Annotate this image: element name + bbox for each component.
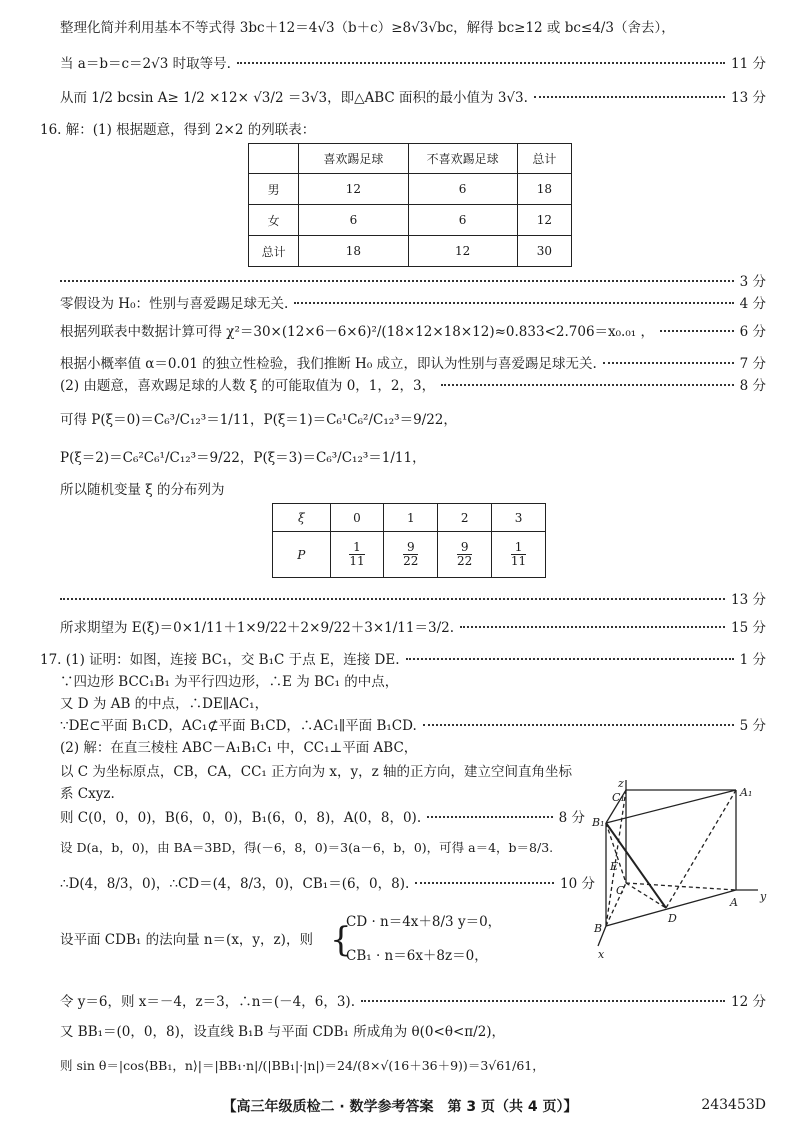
label-d: D [668, 912, 677, 925]
table-cell: 女 [249, 205, 299, 236]
score-label: 7 分 [739, 356, 766, 372]
solution-line [60, 618, 766, 638]
solution-line [60, 54, 766, 74]
label-x: x [598, 948, 605, 961]
solution-line: 整理化简并利用基本不等式得 3bc＋12＝4√3（b＋c）≥8√3√bc，解得 bc≥12 或 bc≤4/3（舍去）， [60, 20, 675, 36]
table-row [249, 174, 572, 205]
table-row [273, 504, 546, 532]
score-label: 4 分 [739, 296, 766, 312]
line-text: (2) 由题意，喜欢踢足球的人数 ξ 的可能取值为 0，1，2，3， [60, 378, 436, 394]
label-a: A [730, 896, 738, 909]
table-header: ξ [273, 504, 331, 532]
line-text: ∵DE⊂平面 B₁CD，AC₁⊄平面 B₁CD，∴AC₁∥平面 B₁CD. [60, 718, 417, 734]
table-cell: 1 [384, 504, 438, 532]
table-cell: 2 [438, 504, 492, 532]
table-header: 总计 [517, 144, 571, 174]
line-text: 根据列联表中数据计算可得 χ²＝30×(12×6－6×6)²/(18×12×18×12)≈0.833<2.706＝x₀.₀₁ ， [60, 324, 654, 340]
solution-line: 以 C 为坐标原点，CB，CA，CC₁ 正方向为 x，y，z 轴的正方向，建立空间直角坐标 [60, 764, 573, 780]
score-label: 15 分 [731, 620, 766, 636]
solution-line: 可得 P(ξ＝0)＝C₆³/C₁₂³＝1/11，P(ξ＝1)＝C₆¹C₆²/C₁₂³＝9/22， [60, 412, 457, 428]
table-cell: $\frac{9}{22}$ [384, 532, 438, 578]
solution-line: (2) 解：在直三棱柱 ABC－A₁B₁C₁ 中，CC₁⊥平面 ABC， [60, 740, 418, 756]
solution-line: ∵四边形 BCC₁B₁ 为平行四边形，∴E 为 BC₁ 的中点， [60, 674, 399, 690]
label-y: y [760, 890, 767, 903]
line-text: 令 y＝6，则 x＝－4，z＝3，∴n＝(－4，6，3). [60, 994, 355, 1010]
solution-line [60, 376, 766, 396]
contingency-table [248, 143, 572, 267]
table-cell: 0 [330, 504, 384, 532]
table-row [249, 205, 572, 236]
table-cell: 总计 [249, 236, 299, 267]
score-label: 12 分 [731, 994, 766, 1010]
solution-line [60, 322, 766, 342]
table-cell: $\frac{9}{22}$ [438, 532, 492, 578]
solution-line: 系 Cxyz. [60, 786, 115, 802]
solution-line: 则 sin θ＝|cos⟨BB₁，n⟩|＝|BB₁·n|/(|BB₁|·|n|)＝24/(8×√(16＋36＋9))＝3√61/61， [60, 1058, 545, 1073]
table-cell: 30 [517, 236, 571, 267]
table-row [249, 236, 572, 267]
label-b1: B₁ [592, 816, 605, 829]
equation-line: CB₁ · n＝6x＋8z＝0， [346, 948, 488, 964]
solution-line: 又 BB₁＝(0，0，8)，设直线 B₁B 与平面 CDB₁ 所成角为 θ(0<θ<π/2)， [60, 1024, 506, 1040]
table-cell: $\frac{1}{11}$ [492, 532, 546, 578]
score-label: 13 分 [731, 592, 766, 608]
table-cell: 男 [249, 174, 299, 205]
prism-figure [588, 778, 778, 968]
table-cell: 6 [408, 174, 517, 205]
line-text: 从而 1/2 bcsin A≥ 1/2 ×12× √3/2 ＝3√3，即△ABC 面积的最小值为 3√3. [60, 90, 528, 106]
score-label: 8 分 [739, 378, 766, 394]
line-text: 所求期望为 E(ξ)＝0×1/11＋1×9/22＋2×9/22＋3×1/11＝3/2. [60, 620, 454, 636]
table-cell: 12 [408, 236, 517, 267]
table-header: 不喜欢踢足球 [408, 144, 517, 174]
solution-line [40, 650, 766, 670]
score-line [60, 588, 766, 608]
table-cell: 3 [492, 504, 546, 532]
label-c1: C₁ [612, 791, 625, 804]
solution-line [60, 992, 766, 1012]
score-label: 5 分 [739, 718, 766, 734]
solution-line: 设平面 CDB₁ 的法向量 n＝(x，y，z)，则 [60, 932, 313, 948]
score-label: 3 分 [739, 274, 766, 290]
solution-line [60, 354, 766, 374]
table-cell: $\frac{1}{11}$ [330, 532, 384, 578]
table-header [249, 144, 299, 174]
line-text: 则 C(0，0，0)，B(6，0，0)，B₁(6，0，8)，A(0，8，0). [60, 810, 422, 826]
label-z: z [618, 778, 624, 790]
solution-line [60, 874, 595, 894]
score-label: 1 分 [739, 652, 766, 668]
table-cell: 12 [299, 174, 408, 205]
solution-line [60, 716, 766, 736]
line-text: ∴D(4，8/3，0)，∴CD＝(4，8/3，0)，CB₁＝(6，0，8). [60, 876, 410, 892]
solution-line: P(ξ＝2)＝C₆²C₆¹/C₁₂³＝9/22，P(ξ＝3)＝C₆³/C₁₂³＝1/11， [60, 450, 426, 466]
table-cell: 6 [408, 205, 517, 236]
solution-line [60, 88, 766, 108]
table-cell: 18 [517, 174, 571, 205]
equation-line: CD · n＝4x＋8/3 y＝0， [346, 914, 502, 930]
score-label: 13 分 [731, 90, 766, 106]
document-code: 243453D [701, 1097, 766, 1113]
table-row [273, 532, 546, 578]
solution-line [60, 808, 585, 828]
table-cell: 12 [517, 205, 571, 236]
question-16-heading: 16. 解：(1) 根据题意，得到 2×2 的列联表： [40, 122, 316, 138]
score-label: 8 分 [558, 810, 585, 826]
solution-line: 又 D 为 AB 的中点，∴DE∥AC₁， [60, 696, 269, 712]
line-text: 零假设为 H₀：性别与喜爱踢足球无关. [60, 296, 289, 312]
solution-line: 所以随机变量 ξ 的分布列为 [60, 482, 225, 498]
line-text: 根据小概率值 α＝0.01 的独立性检验，我们推断 H₀ 成立，即认为性别与喜爱踢足球无关. [60, 356, 597, 372]
score-label: 11 分 [731, 56, 766, 72]
table-cell: 6 [299, 205, 408, 236]
line-text: 当 a＝b＝c＝2√3 时取等号. [60, 56, 231, 72]
label-a1: A₁ [740, 786, 753, 799]
score-label: 6 分 [739, 324, 766, 340]
solution-line: 设 D(a，b，0)，由 BA＝3BD，得(－6，8，0)＝3(a－6，b，0)，可得 a＝4，b＝8/3. [60, 840, 554, 855]
label-c: C [616, 884, 625, 897]
table-header: 喜欢踢足球 [299, 144, 408, 174]
score-label: 10 分 [560, 876, 595, 892]
score-line [60, 270, 766, 290]
label-b: B [594, 922, 603, 935]
distribution-table [272, 503, 546, 578]
table-cell: 18 [299, 236, 408, 267]
table-header: P [273, 532, 331, 578]
label-e: E [610, 860, 619, 873]
solution-line [60, 294, 766, 314]
page-footer: 【高三年级质检二 · 数学参考答案 第 3 页（共 4 页）】 [222, 1099, 578, 1115]
line-text: 17. (1) 证明：如图，连接 BC₁，交 B₁C 于点 E，连接 DE. [40, 652, 400, 668]
